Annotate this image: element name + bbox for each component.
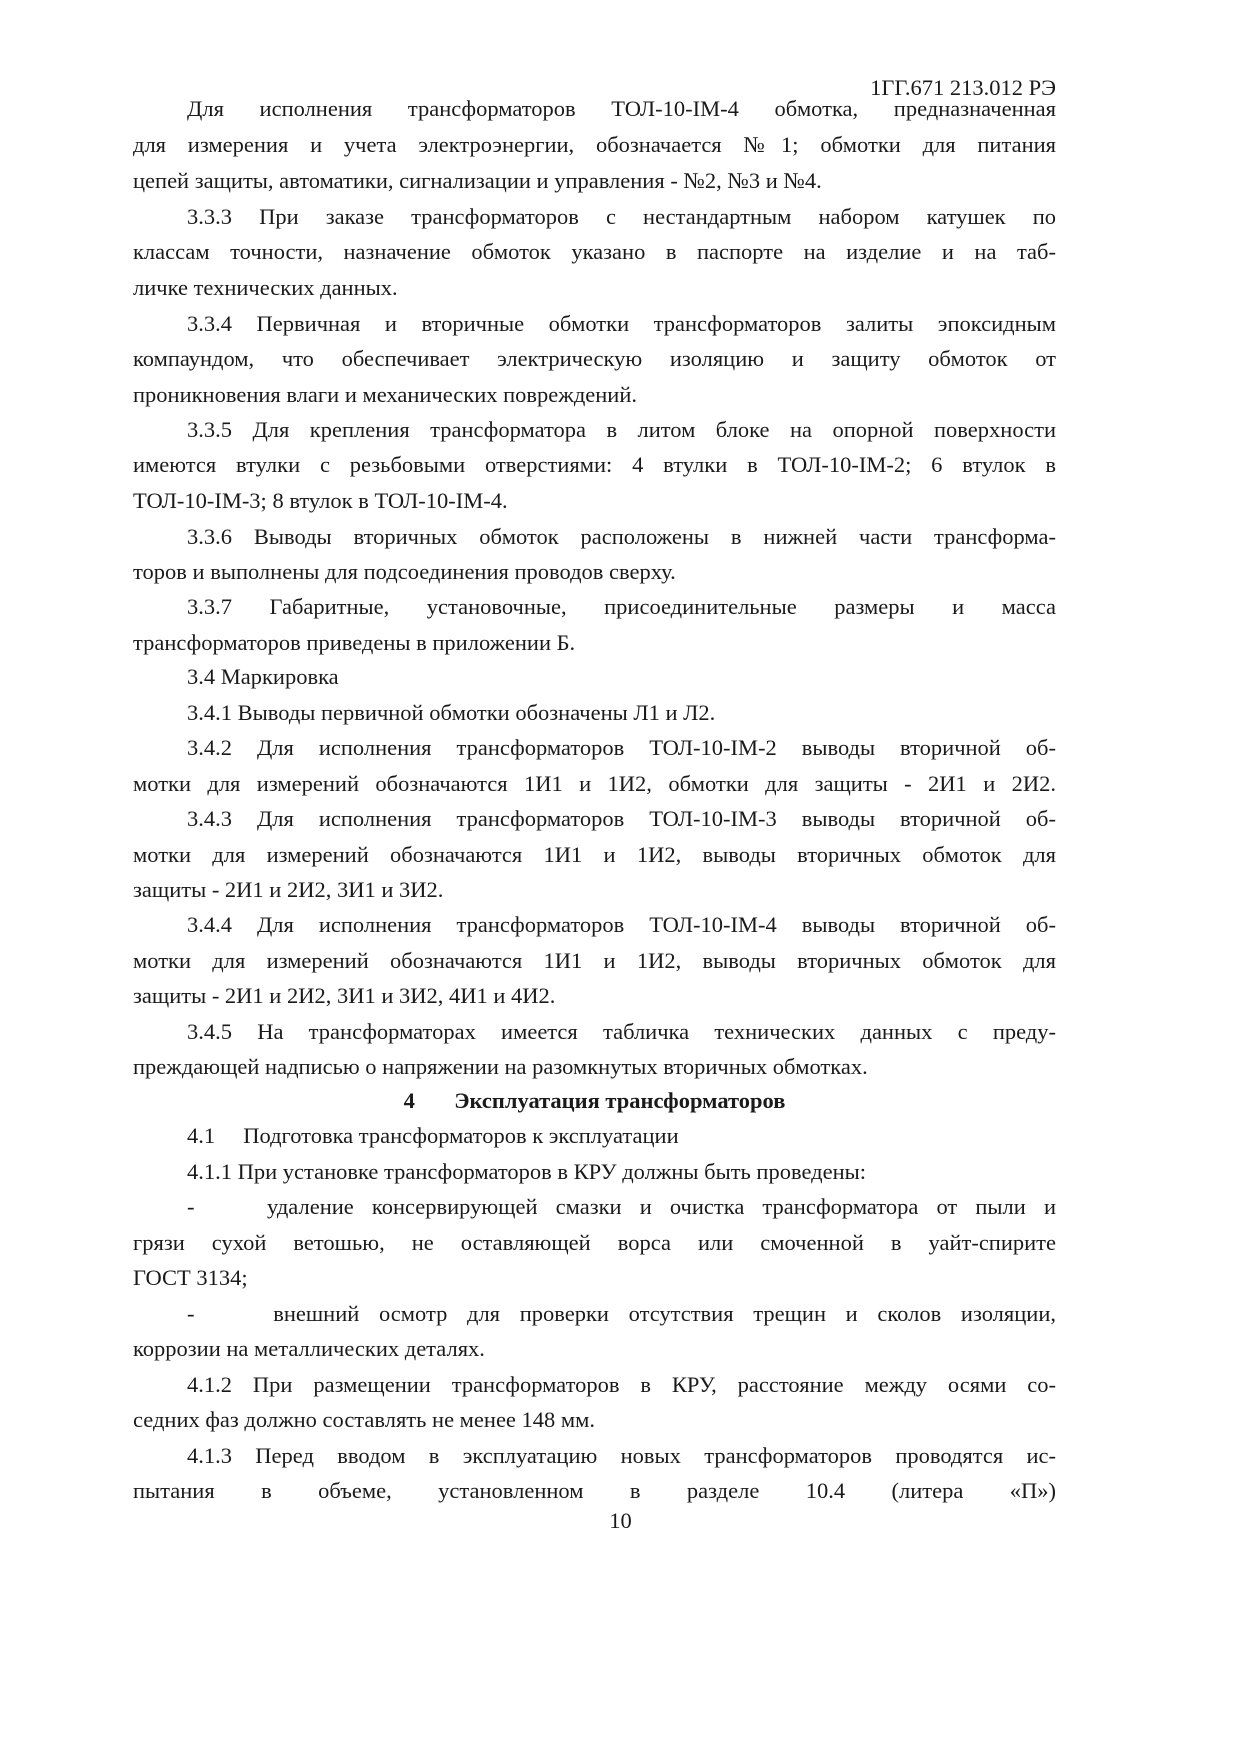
paragraph-line: 4.1.1 При установке трансформаторов в КРУ должны быть проведены: <box>187 1159 866 1184</box>
paragraph-line: коррозии на металлических деталях. <box>133 1336 485 1361</box>
paragraph-line: преждающей надписью о напряжении на разомкнутых вторичных обмотках. <box>133 1054 868 1079</box>
chapter-heading: 4 Эксплуатация трансформаторов <box>403 1088 786 1113</box>
document-code: 1ГГ.671 213.012 РЭ <box>870 75 1056 100</box>
paragraph-line: пытания в объеме, установленном в разделе 10.4 (литера «П») <box>133 1478 1056 1503</box>
paragraph-line: ТОЛ-10-IM-3; 8 втулок в ТОЛ-10-IM-4. <box>133 488 508 513</box>
paragraph-line: мотки для измерений обозначаются 1И1 и 1И2, обмотки для защиты - 2И1 и 2И2. <box>133 771 1056 796</box>
paragraph-line: 3.4.2 Для исполнения трансформаторов ТОЛ-10-IM-2 выводы вторичной об- <box>187 735 1056 760</box>
paragraph-line: мотки для измерений обозначаются 1И1 и 1И2, выводы вторичных обмоток для <box>133 948 1056 973</box>
paragraph-line: седних фаз должно составлять не менее 148 мм. <box>133 1407 596 1432</box>
paragraph-line: защиты - 2И1 и 2И2, 3И1 и 3И2, 4И1 и 4И2. <box>133 983 556 1008</box>
paragraph-line: 4.1.3 Перед вводом в эксплуатацию новых трансформаторов проводятся ис- <box>187 1443 1056 1468</box>
paragraph-line: 3.3.6 Выводы вторичных обмоток расположены в нижней части трансформа- <box>187 524 1056 549</box>
paragraph-line: грязи сухой ветошью, не оставляющей ворса или смоченной в уайт-спирите <box>133 1230 1056 1255</box>
paragraph-line: для измерения и учета электроэнергии, обозначается №1; обмотки для питания <box>133 132 1056 157</box>
page-number: 10 <box>609 1508 632 1533</box>
paragraph-line: 3.4.4 Для исполнения трансформаторов ТОЛ-10-IM-4 выводы вторичной об- <box>187 912 1056 937</box>
list-item: - внешний осмотр для проверки отсутствия трещин и сколов изоляции, <box>187 1301 1056 1326</box>
paragraph-line: классам точности, назначение обмоток указано в паспорте на изделие и на таб- <box>133 239 1056 264</box>
paragraph-line: личке технических данных. <box>133 275 398 300</box>
section-heading: 3.4 Маркировка <box>187 664 339 689</box>
paragraph-line: 3.3.4 Первичная и вторичные обмотки трансформаторов залиты эпоксидным <box>187 311 1056 336</box>
paragraph-line: 3.3.7 Габаритные, установочные, присоединительные размеры и масса <box>187 594 1056 619</box>
list-item: - удаление консервирующей смазки и очистка трансформатора от пыли и <box>187 1194 1056 1219</box>
paragraph-line: цепей защиты, автоматики, сигнализации и управления - №2, №3 и №4. <box>133 168 822 193</box>
paragraph-line: трансформаторов приведены в приложении Б. <box>133 630 576 655</box>
paragraph-line: 3.3.5 Для крепления трансформатора в литом блоке на опорной поверхности <box>187 417 1056 442</box>
paragraph-line: 3.4.1 Выводы первичной обмотки обозначены Л1 и Л2. <box>187 700 716 725</box>
paragraph-line: торов и выполнены для подсоединения проводов сверху. <box>133 559 676 584</box>
paragraph-line: 3.4.3 Для исполнения трансформаторов ТОЛ-10-IM-3 выводы вторичной об- <box>187 806 1056 831</box>
paragraph-line: ГОСТ 3134; <box>133 1265 248 1290</box>
paragraph-line: мотки для измерений обозначаются 1И1 и 1И2, выводы вторичных обмоток для <box>133 842 1056 867</box>
paragraph-line: 3.4.5 На трансформаторах имеется табличка технических данных с преду- <box>187 1019 1056 1044</box>
paragraph-line: компаундом, что обеспечивает электрическую изоляцию и защиту обмоток от <box>133 346 1056 371</box>
paragraph-line: Для исполнения трансформаторов ТОЛ-10-IM-4 обмотка, предназначенная <box>187 96 1056 121</box>
paragraph-line: имеются втулки с резьбовыми отверстиями: 4 втулки в ТОЛ-10-IM-2; 6 втулок в <box>133 452 1056 477</box>
paragraph-line: проникновения влаги и механических повреждений. <box>133 382 638 407</box>
paragraph-line: 3.3.3 При заказе трансформаторов с нестандартным набором катушек по <box>187 204 1056 229</box>
section-heading: 4.1 Подготовка трансформаторов к эксплуатации <box>187 1123 679 1148</box>
paragraph-line: 4.1.2 При размещении трансформаторов в КРУ, расстояние между осями со- <box>187 1372 1056 1397</box>
paragraph-line: защиты - 2И1 и 2И2, 3И1 и 3И2. <box>133 877 444 902</box>
